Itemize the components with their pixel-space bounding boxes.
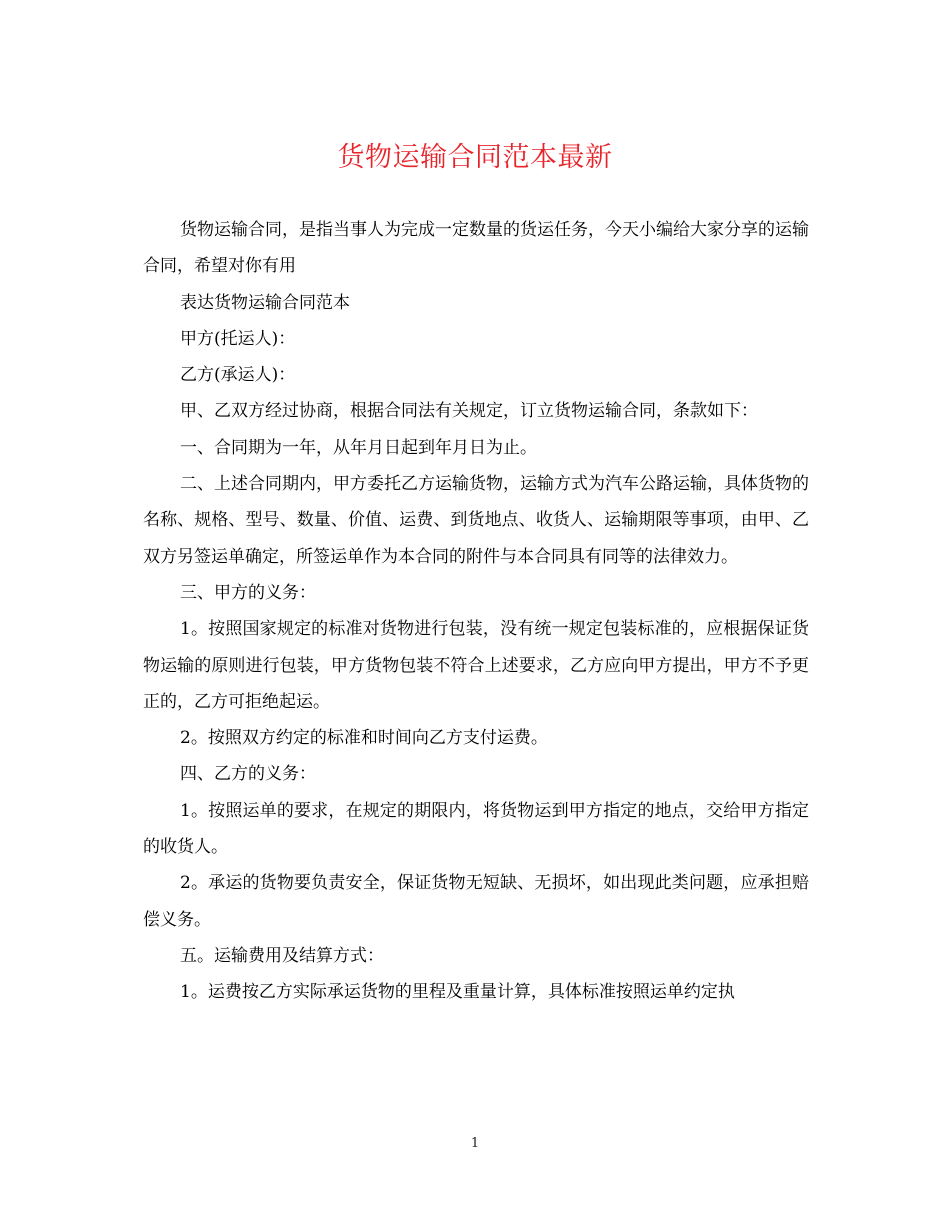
paragraph-subtitle: 表达货物运输合同范本	[180, 292, 350, 313]
document-title: 货物运输合同范本最新	[337, 142, 613, 173]
document-body	[143, 212, 809, 1011]
paragraph-party-a-duty-2: 2。按照双方约定的标准和时间向乙方支付运费。	[180, 728, 548, 749]
paragraph-party-b: 乙方(承运人)：	[180, 365, 296, 386]
paragraph-term: 一、合同期为一年，从年月日起到年月日为止。	[180, 437, 537, 458]
paragraph-intro: 货物运输合同，是指当事人为完成一定数量的货运任务，今天小编给大家分享的运输合同，希望对你有用	[143, 220, 809, 277]
paragraph-party-b-duty-2: 2。承运的货物要负责安全，保证货物无短缺、无损坏，如出现此类问题，应承担赔偿义务。	[143, 873, 809, 930]
paragraph-party-a-duties-heading: 三、甲方的义务：	[180, 582, 316, 603]
paragraph-party-b-duty-1: 1。按照运单的要求，在规定的期限内，将货物运到甲方指定的地点，交给甲方指定的收货人。	[143, 800, 809, 858]
page-number: 1	[470, 1136, 480, 1151]
paragraph-party-a-duty-1: 1。按照国家规定的标准对货物进行包装，没有统一规定包装标准的，应根据保证货物运输的原则进行包装，甲方货物包装不符合上述要求，乙方应向甲方提出，甲方不予更正的，乙方可拒绝起运。	[143, 619, 809, 712]
paragraph-fees-heading: 五。运输费用及结算方式：	[180, 945, 384, 966]
paragraph-preamble: 甲、乙双方经过协商，根据合同法有关规定，订立货物运输合同，条款如下：	[180, 401, 758, 422]
paragraph-party-a: 甲方(托运人)：	[180, 328, 296, 349]
paragraph-party-b-duties-heading: 四、乙方的义务：	[180, 764, 316, 785]
paragraph-scope: 二、上述合同期内，甲方委托乙方运输货物，运输方式为汽车公路运输，具体货物的名称、规格、型号、数量、价值、运费、到货地点、收货人、运输期限等事项，由甲、乙双方另签运单确定，所签运单作为本合同的附件与本合同具有同等的法律效力。	[143, 474, 809, 567]
paragraph-fees-1: 1。运费按乙方实际承运货物的里程及重量计算，具体标准按照运单约定执	[180, 982, 735, 1003]
